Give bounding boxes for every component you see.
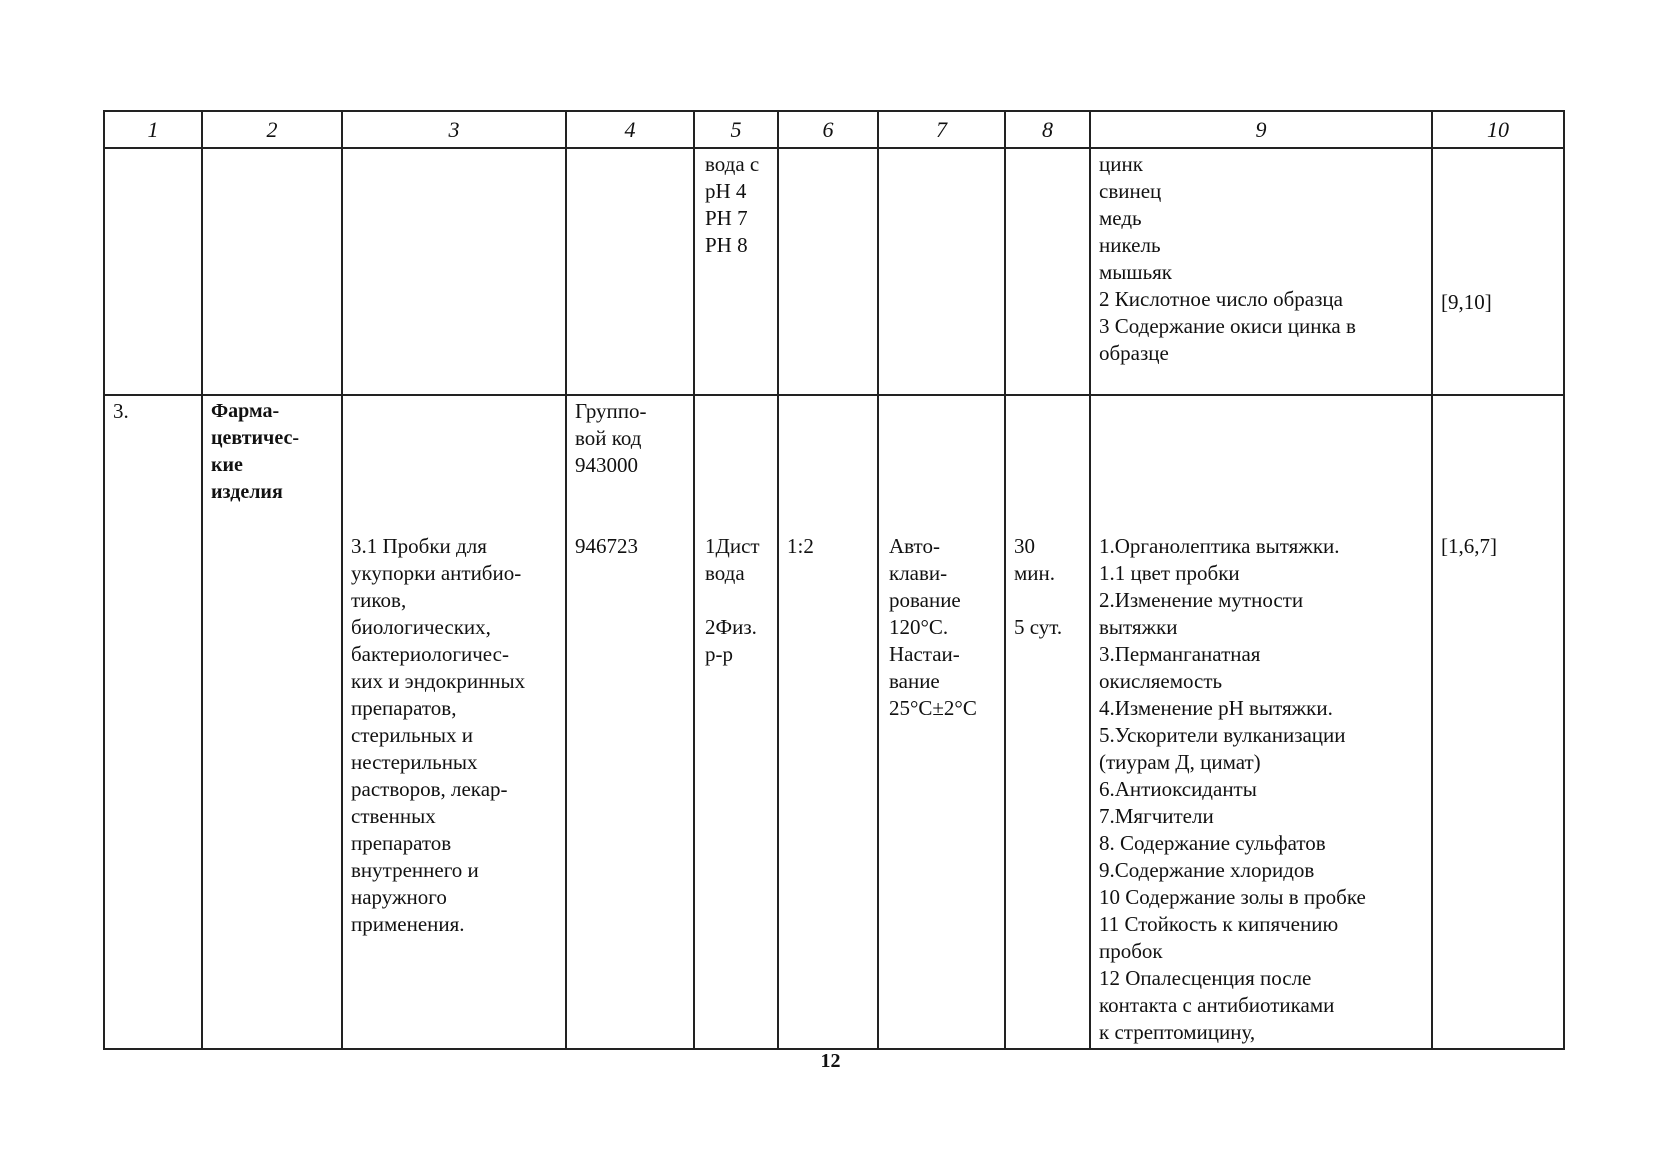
medium-line: 2Физ. [705,615,757,639]
item-code: 946723 [575,534,638,558]
medium-cell [694,395,778,1049]
cont-col-4 [566,148,694,395]
indicator-line: 12 Опалесценция после [1099,966,1312,990]
cont-refs-cell [1432,148,1564,395]
code-cell [566,395,694,1049]
continuation-row [104,148,1564,395]
indicator-line: 6.Антиоксиданты [1099,777,1257,801]
description-line: ственных [351,804,436,828]
indicator-line: контакта с антибиотиками [1099,993,1335,1017]
cont-col-6 [778,148,878,395]
indicator-line: (тиурам Д, цимат) [1099,750,1261,774]
section-row [104,395,1564,1049]
header-col-1: 1 [104,111,202,148]
medium-line [705,587,769,614]
cont-col-2 [202,148,342,395]
section-name-line: Фарма- [211,400,280,422]
item-description-cell [342,395,566,1049]
indicator-line: свинец [1099,179,1162,203]
description-line: тиков, [351,588,407,612]
treatment-line: клави- [889,561,948,585]
indicator-line: медь [1099,206,1142,230]
section-name-cell [202,395,342,1049]
description-line: укупорки антибио- [351,561,522,585]
description-line: нестерильных [351,750,478,774]
standards-table [103,110,1565,1050]
treatment-line: Настаи- [889,642,960,666]
section-name-line: цевтичес- [211,427,299,449]
indicator-line: 11 Стойкость к кипячению [1099,912,1339,936]
medium-line: вода [705,561,745,585]
description-line: ких и эндокринных [351,669,526,693]
indicator-line: 4.Изменение рН вытяжки. [1099,696,1333,720]
page-number: 12 [820,1050,841,1072]
group-code-line: 943000 [575,453,638,477]
indicator-line: 1.Органолептика вытяжки. [1099,534,1340,558]
header-col-5: 5 [694,111,778,148]
section-number: 3. [113,399,129,423]
time-cell [1005,395,1090,1049]
section-name-line: кие [211,454,243,476]
indicator-line: 9.Содержание хлоридов [1099,858,1315,882]
header-col-6: 6 [778,111,878,148]
indicator-line: мышьяк [1099,260,1173,284]
indicator-line: 3.Перманганатная [1099,642,1261,666]
header-col-2: 2 [202,111,342,148]
treatment-line: Авто- [889,534,940,558]
description-line: растворов, лекар- [351,777,508,801]
ratio-text: 1:2 [787,534,814,558]
treatment-line: рование [889,588,961,612]
description-line: 3.1 Пробки для [351,534,487,558]
refs-text: [9,10] [1441,290,1492,314]
indicator-line: 8. Содержание сульфатов [1099,831,1326,855]
treatment-line: 25°С±2°С [889,696,977,720]
item-refs-cell [1432,395,1564,1049]
description-line: стерильных и [351,723,473,747]
header-row [104,111,1564,148]
indicator-line: 5.Ускорители вулканизации [1099,723,1346,747]
description-line: наружного [351,885,447,909]
indicator-line: 2 Кислотное число образца [1099,287,1343,311]
medium-line: 1Дист [705,534,760,558]
header-col-4: 4 [566,111,694,148]
group-code-line: вой код [575,426,642,450]
medium-line: PH 7 [705,206,748,230]
header-col-8: 8 [1005,111,1090,148]
group-code-line: Группо- [575,399,647,423]
header-col-7: 7 [878,111,1005,148]
cont-col-7 [878,148,1005,395]
indicator-line: 2.Изменение мутности [1099,588,1304,612]
medium-line: pH 4 [705,179,747,203]
indicator-line: окисляемость [1099,669,1223,693]
indicator-line: 10 Содержание золы в пробке [1099,885,1366,909]
section-name-line: изделия [211,481,283,503]
indicator-line: никель [1099,233,1161,257]
indicator-line: к стрептомицину, [1099,1020,1256,1044]
description-line: бактериологичес- [351,642,509,666]
medium-line: PH 8 [705,233,748,257]
indicator-line: 7.Мягчители [1099,804,1214,828]
cont-col-8 [1005,148,1090,395]
time-line: 5 сут. [1014,615,1063,639]
refs-text: [1,6,7] [1441,534,1497,558]
treatment-cell [878,395,1005,1049]
cont-medium-cell [694,148,778,395]
indicator-line: 1.1 цвет пробки [1099,561,1240,585]
medium-line: вода с [705,152,760,176]
header-col-9: 9 [1090,111,1432,148]
treatment-line: 120°С. [889,615,949,639]
indicators-cell [1090,395,1432,1049]
description-line: биологических, [351,615,491,639]
indicator-line: 3 Содержание окиси цинка в образце [1099,314,1356,365]
description-line: внутреннего и [351,858,479,882]
treatment-line: вание [889,669,940,693]
indicator-line: вытяжки [1099,615,1178,639]
indicator-line: цинк [1099,152,1143,176]
ratio-cell [778,395,878,1049]
header-col-3: 3 [342,111,566,148]
section-number-cell [104,395,202,1049]
description-line: препаратов [351,831,452,855]
time-line: 30 [1014,534,1035,558]
description-line: применения. [351,912,465,936]
cont-col-3 [342,148,566,395]
description-line: препаратов, [351,696,457,720]
time-line [1014,587,1081,614]
cont-col-1 [104,148,202,395]
medium-line: р-р [705,642,733,666]
cont-indicators-cell [1090,148,1432,395]
indicator-line: пробок [1099,939,1163,963]
time-line: мин. [1014,561,1056,585]
header-col-10: 10 [1432,111,1564,148]
